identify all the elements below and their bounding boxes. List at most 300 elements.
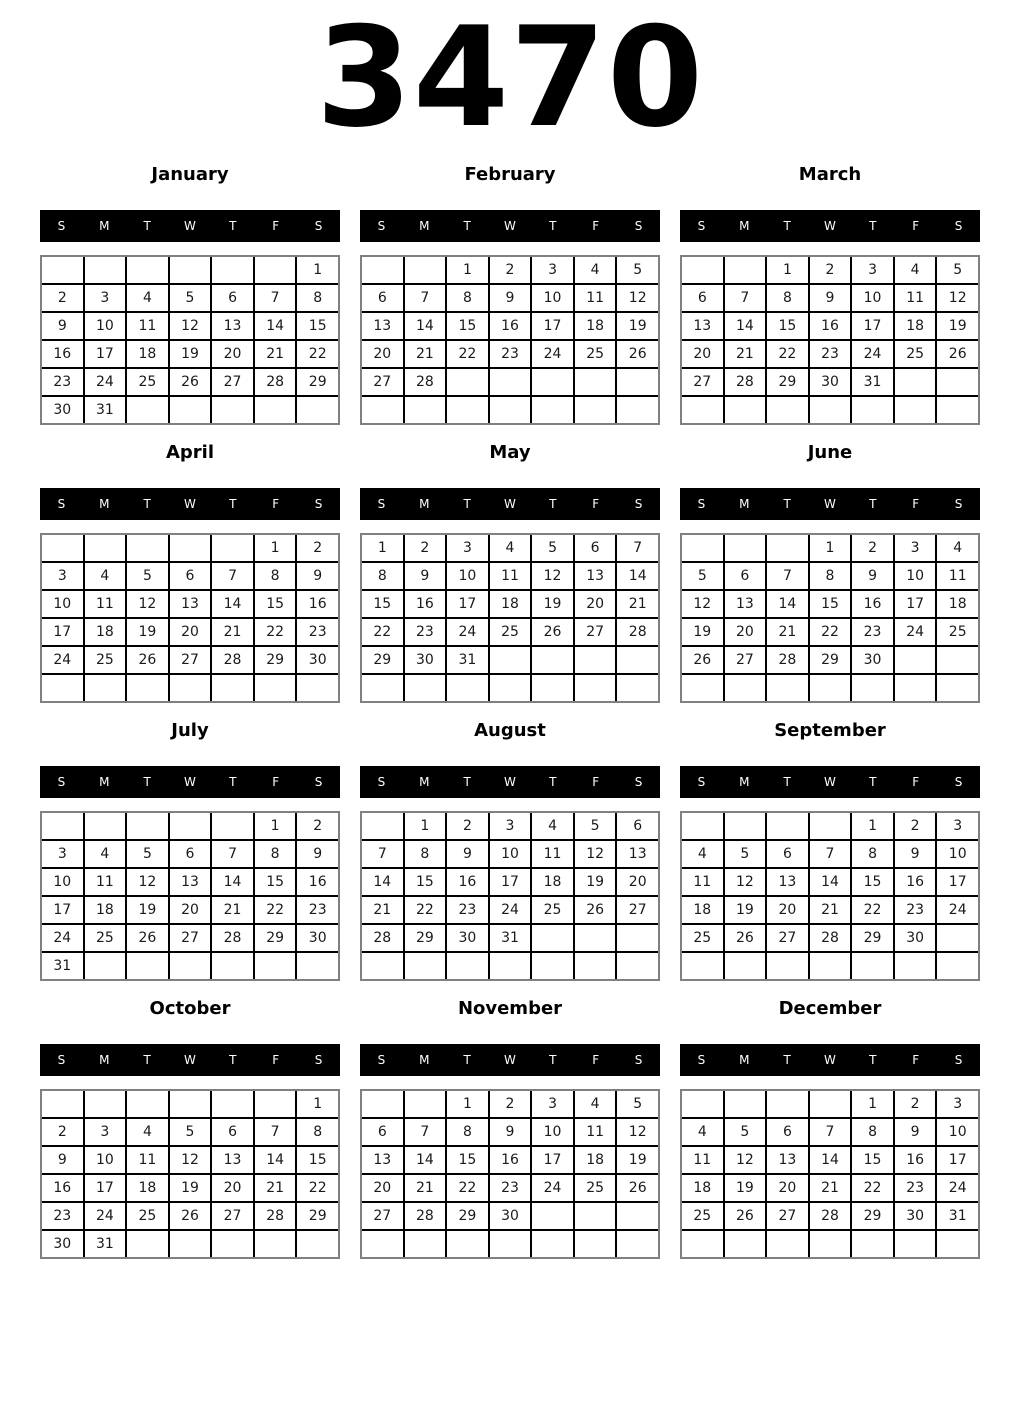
date-cell: 1: [297, 1091, 338, 1117]
date-cell: 24: [85, 369, 126, 395]
date-cell: 24: [532, 341, 573, 367]
date-cell: 17: [532, 1147, 573, 1173]
weekday-header-cell: M: [739, 1053, 750, 1067]
date-cell: 7: [810, 841, 851, 867]
date-cell-empty: [212, 1091, 253, 1117]
date-cell: 7: [810, 1119, 851, 1145]
date-cell: 18: [127, 1175, 168, 1201]
weekday-header-cell: W: [184, 497, 196, 511]
date-cell-empty: [362, 953, 403, 979]
date-cell: 16: [895, 869, 936, 895]
weekday-header-row: [40, 488, 340, 520]
weekday-header-cell: S: [314, 1053, 323, 1067]
weekday-header-cell: T: [549, 219, 557, 233]
weekday-header-row: [360, 766, 660, 798]
date-cell: 11: [127, 313, 168, 339]
date-cell: 9: [810, 285, 851, 311]
date-cell: 23: [447, 897, 488, 923]
date-cell: 16: [447, 869, 488, 895]
date-cell: 19: [170, 341, 211, 367]
date-cell: 13: [170, 869, 211, 895]
weekday-header-cell: T: [143, 1053, 151, 1067]
date-cell-empty: [617, 397, 658, 423]
date-cell-empty: [810, 813, 851, 839]
date-cell: 20: [362, 341, 403, 367]
weekday-header-cell: M: [99, 219, 110, 233]
date-cell-empty: [127, 813, 168, 839]
date-cell: 14: [810, 1147, 851, 1173]
date-cell-empty: [937, 953, 978, 979]
date-cell: 11: [85, 591, 126, 617]
date-cell: 2: [895, 813, 936, 839]
date-cell-empty: [682, 1231, 723, 1257]
date-cell: 13: [170, 591, 211, 617]
date-cell: 30: [490, 1203, 531, 1229]
date-cell-empty: [127, 1091, 168, 1117]
date-cell: 7: [617, 535, 658, 561]
date-cell: 21: [255, 1175, 296, 1201]
date-cell: 31: [852, 369, 893, 395]
weekday-header-cell: W: [184, 219, 196, 233]
date-cell-empty: [447, 1231, 488, 1257]
date-cell: 24: [532, 1175, 573, 1201]
date-cell: 5: [682, 563, 723, 589]
date-cell-empty: [810, 397, 851, 423]
date-cell: 22: [852, 897, 893, 923]
date-cell: 7: [212, 841, 253, 867]
date-cell-empty: [767, 535, 808, 561]
weekday-header-cell: W: [824, 1053, 836, 1067]
date-cell: 30: [42, 1231, 83, 1257]
date-cell: 19: [937, 313, 978, 339]
weekday-header-cell: W: [504, 219, 516, 233]
date-cell: 13: [575, 563, 616, 589]
date-cell: 17: [895, 591, 936, 617]
date-cell: 31: [937, 1203, 978, 1229]
date-cell-empty: [725, 1231, 766, 1257]
date-cell-empty: [575, 397, 616, 423]
weekday-header-cell: F: [272, 497, 280, 511]
weekday-header-cell: F: [272, 219, 280, 233]
date-cell: 28: [212, 647, 253, 673]
date-cell: 16: [42, 341, 83, 367]
date-cell-empty: [895, 647, 936, 673]
date-cell-empty: [85, 1091, 126, 1117]
date-cell-empty: [212, 953, 253, 979]
date-cell-empty: [447, 369, 488, 395]
date-cell-empty: [490, 397, 531, 423]
month-title: March: [798, 163, 862, 185]
date-cell: 27: [767, 925, 808, 951]
date-cell-empty: [127, 397, 168, 423]
date-cell: 16: [297, 869, 338, 895]
date-cell: 23: [852, 619, 893, 645]
month-section-january: [40, 155, 340, 425]
date-cell: 7: [255, 285, 296, 311]
date-cell: 30: [42, 397, 83, 423]
weekday-header-cell: W: [504, 775, 516, 789]
date-cell: 1: [447, 1091, 488, 1117]
date-cell: 29: [297, 1203, 338, 1229]
date-cell: 29: [255, 647, 296, 673]
month-section-june: [680, 433, 980, 703]
date-cell-empty: [170, 813, 211, 839]
date-cell: 1: [255, 813, 296, 839]
date-cell: 29: [255, 925, 296, 951]
date-cell: 12: [682, 591, 723, 617]
date-cell: 30: [810, 369, 851, 395]
date-cell: 14: [767, 591, 808, 617]
date-cell: 26: [617, 1175, 658, 1201]
date-cell: 15: [362, 591, 403, 617]
date-cell: 13: [767, 1147, 808, 1173]
date-cell-empty: [617, 369, 658, 395]
weekday-header-cell: S: [634, 775, 643, 789]
date-cell: 6: [617, 813, 658, 839]
date-cell-empty: [85, 675, 126, 701]
date-cell: 19: [617, 1147, 658, 1173]
month-section-march: [680, 155, 980, 425]
date-cell-empty: [810, 675, 851, 701]
weekday-header-cell: S: [697, 1053, 706, 1067]
date-cell-empty: [532, 953, 573, 979]
date-cell-empty: [42, 257, 83, 283]
weekday-header-row: [680, 488, 980, 520]
weekday-header-cell: M: [419, 219, 430, 233]
date-cell: 29: [297, 369, 338, 395]
date-cell: 6: [725, 563, 766, 589]
weekday-header-cell: S: [377, 775, 386, 789]
date-cell-empty: [405, 1091, 446, 1117]
weekday-header-cell: T: [463, 497, 471, 511]
weekday-header-cell: F: [592, 219, 600, 233]
date-cell: 27: [617, 897, 658, 923]
weekday-header-cell: S: [57, 775, 66, 789]
date-cell: 6: [682, 285, 723, 311]
date-cell: 15: [852, 869, 893, 895]
date-cell-empty: [490, 675, 531, 701]
weekday-header-cell: S: [954, 219, 963, 233]
date-cell-empty: [212, 397, 253, 423]
date-cell: 10: [532, 1119, 573, 1145]
date-cell: 30: [447, 925, 488, 951]
date-cell-empty: [297, 397, 338, 423]
date-cell: 18: [575, 1147, 616, 1173]
date-cell: 14: [212, 591, 253, 617]
date-cell-empty: [127, 535, 168, 561]
date-cell: 20: [617, 869, 658, 895]
date-cell-empty: [895, 369, 936, 395]
date-cell-empty: [170, 1231, 211, 1257]
date-cell-empty: [490, 369, 531, 395]
date-cell: 19: [127, 619, 168, 645]
month-section-august: [360, 711, 660, 981]
date-cell-empty: [852, 397, 893, 423]
date-cell: 27: [362, 369, 403, 395]
weekday-header-cell: T: [229, 1053, 237, 1067]
date-cell: 25: [682, 1203, 723, 1229]
date-cell: 7: [767, 563, 808, 589]
date-cell: 25: [937, 619, 978, 645]
date-cell: 11: [575, 285, 616, 311]
month-title: June: [807, 441, 853, 463]
date-cell: 22: [255, 897, 296, 923]
date-cell: 19: [725, 897, 766, 923]
date-cell-empty: [895, 1231, 936, 1257]
date-cell: 2: [447, 813, 488, 839]
date-cell-empty: [85, 813, 126, 839]
date-cell: 29: [405, 925, 446, 951]
date-cell-empty: [127, 1231, 168, 1257]
weekday-header-cell: M: [419, 497, 430, 511]
date-grid: [680, 811, 980, 981]
date-cell: 24: [895, 619, 936, 645]
date-cell-empty: [42, 813, 83, 839]
date-cell: 24: [852, 341, 893, 367]
date-cell: 28: [255, 369, 296, 395]
month-title: December: [778, 997, 882, 1019]
date-cell: 8: [852, 841, 893, 867]
date-cell: 29: [852, 1203, 893, 1229]
date-cell: 4: [937, 535, 978, 561]
month-title: May: [489, 441, 531, 463]
date-cell: 17: [937, 869, 978, 895]
date-cell: 31: [85, 1231, 126, 1257]
date-cell: 11: [682, 869, 723, 895]
month-section-april: [40, 433, 340, 703]
date-cell: 11: [532, 841, 573, 867]
date-grid: [40, 1089, 340, 1259]
month-section-october: [40, 989, 340, 1259]
date-cell: 9: [895, 841, 936, 867]
weekday-header-cell: T: [143, 497, 151, 511]
date-cell: 18: [575, 313, 616, 339]
date-cell-empty: [767, 813, 808, 839]
date-cell: 23: [810, 341, 851, 367]
weekday-header-cell: T: [783, 219, 791, 233]
date-cell: 30: [852, 647, 893, 673]
weekday-header-cell: T: [549, 775, 557, 789]
date-cell-empty: [575, 1231, 616, 1257]
date-cell: 27: [725, 647, 766, 673]
date-cell: 27: [362, 1203, 403, 1229]
date-cell: 8: [405, 841, 446, 867]
weekday-header-cell: S: [954, 775, 963, 789]
date-cell: 16: [490, 1147, 531, 1173]
date-cell-empty: [255, 397, 296, 423]
date-cell: 21: [405, 341, 446, 367]
date-cell: 7: [255, 1119, 296, 1145]
date-cell: 1: [852, 813, 893, 839]
date-cell: 1: [297, 257, 338, 283]
date-cell: 24: [42, 925, 83, 951]
date-cell: 14: [362, 869, 403, 895]
date-cell: 15: [405, 869, 446, 895]
date-cell: 14: [405, 1147, 446, 1173]
weekday-header-row: [40, 210, 340, 242]
date-cell: 6: [170, 841, 211, 867]
date-cell: 18: [937, 591, 978, 617]
date-cell: 28: [617, 619, 658, 645]
date-cell-empty: [725, 257, 766, 283]
date-cell-empty: [767, 1091, 808, 1117]
date-cell: 20: [212, 1175, 253, 1201]
date-cell: 31: [490, 925, 531, 951]
date-cell-empty: [362, 1091, 403, 1117]
date-cell: 1: [362, 535, 403, 561]
date-cell-empty: [85, 535, 126, 561]
date-cell: 24: [85, 1203, 126, 1229]
date-cell: 17: [42, 619, 83, 645]
date-cell: 20: [725, 619, 766, 645]
date-cell: 23: [895, 1175, 936, 1201]
date-cell: 20: [362, 1175, 403, 1201]
weekday-header-cell: T: [783, 1053, 791, 1067]
weekday-header-cell: T: [549, 497, 557, 511]
weekday-header-cell: M: [739, 497, 750, 511]
date-cell: 5: [127, 563, 168, 589]
weekday-header-cell: F: [592, 775, 600, 789]
date-cell-empty: [85, 953, 126, 979]
date-cell: 14: [725, 313, 766, 339]
date-cell: 28: [405, 1203, 446, 1229]
weekday-header-cell: W: [184, 775, 196, 789]
date-cell: 19: [127, 897, 168, 923]
date-cell: 13: [362, 313, 403, 339]
weekday-header-cell: T: [229, 219, 237, 233]
date-cell: 5: [725, 1119, 766, 1145]
date-cell: 21: [617, 591, 658, 617]
date-cell: 10: [937, 1119, 978, 1145]
date-cell: 18: [682, 1175, 723, 1201]
date-cell: 3: [490, 813, 531, 839]
date-cell: 5: [725, 841, 766, 867]
date-cell: 9: [490, 1119, 531, 1145]
date-cell: 26: [127, 925, 168, 951]
date-cell: 26: [617, 341, 658, 367]
date-cell: 19: [725, 1175, 766, 1201]
date-cell: 27: [212, 1203, 253, 1229]
weekday-header-cell: S: [377, 1053, 386, 1067]
date-cell: 23: [297, 897, 338, 923]
date-cell: 9: [42, 313, 83, 339]
date-cell-empty: [852, 675, 893, 701]
weekday-header-cell: F: [272, 1053, 280, 1067]
date-cell-empty: [490, 1231, 531, 1257]
date-cell: 26: [170, 1203, 211, 1229]
date-cell: 21: [767, 619, 808, 645]
date-cell: 31: [42, 953, 83, 979]
weekday-header-cell: S: [634, 497, 643, 511]
weekday-header-cell: W: [184, 1053, 196, 1067]
month-title: April: [165, 441, 215, 463]
date-cell-empty: [532, 1231, 573, 1257]
date-cell: 7: [405, 1119, 446, 1145]
date-cell: 24: [937, 1175, 978, 1201]
date-cell: 29: [447, 1203, 488, 1229]
weekday-header-cell: S: [634, 1053, 643, 1067]
weekday-header-cell: S: [954, 1053, 963, 1067]
date-cell: 27: [170, 647, 211, 673]
date-cell: 2: [42, 1119, 83, 1145]
date-cell-empty: [447, 397, 488, 423]
date-cell: 23: [42, 1203, 83, 1229]
date-cell: 2: [852, 535, 893, 561]
date-cell: 9: [852, 563, 893, 589]
month-title: January: [151, 163, 229, 185]
date-cell: 16: [297, 591, 338, 617]
weekday-header-cell: S: [57, 219, 66, 233]
weekday-header-cell: T: [869, 775, 877, 789]
date-grid: [40, 255, 340, 425]
date-cell-empty: [810, 953, 851, 979]
date-grid: [40, 533, 340, 703]
date-cell-empty: [575, 369, 616, 395]
weekday-header-cell: M: [739, 775, 750, 789]
weekday-header-cell: F: [912, 497, 920, 511]
date-cell: 15: [852, 1147, 893, 1173]
date-cell: 26: [127, 647, 168, 673]
date-cell: 2: [297, 535, 338, 561]
date-cell: 12: [127, 591, 168, 617]
date-cell-empty: [937, 1231, 978, 1257]
date-cell: 15: [767, 313, 808, 339]
date-cell: 18: [490, 591, 531, 617]
month-title: October: [149, 997, 231, 1019]
date-cell: 13: [212, 1147, 253, 1173]
date-cell: 20: [575, 591, 616, 617]
date-cell-empty: [617, 953, 658, 979]
date-cell: 6: [212, 1119, 253, 1145]
date-cell: 31: [85, 397, 126, 423]
date-cell: 15: [255, 591, 296, 617]
date-cell: 24: [42, 647, 83, 673]
date-cell: 21: [255, 341, 296, 367]
date-cell: 2: [42, 285, 83, 311]
date-cell-empty: [297, 1231, 338, 1257]
date-grid: [680, 255, 980, 425]
date-cell-empty: [767, 1231, 808, 1257]
date-cell-empty: [682, 953, 723, 979]
date-cell: 6: [212, 285, 253, 311]
date-cell: 23: [297, 619, 338, 645]
date-cell-empty: [255, 953, 296, 979]
weekday-header-cell: W: [824, 497, 836, 511]
date-cell-empty: [212, 535, 253, 561]
date-grid: [360, 255, 660, 425]
date-cell-empty: [617, 925, 658, 951]
date-cell: 4: [532, 813, 573, 839]
date-cell: 8: [447, 1119, 488, 1145]
date-cell: 9: [405, 563, 446, 589]
date-cell: 23: [895, 897, 936, 923]
date-cell: 5: [617, 1091, 658, 1117]
date-cell: 2: [490, 257, 531, 283]
weekday-header-cell: T: [229, 497, 237, 511]
date-cell: 4: [127, 285, 168, 311]
date-cell: 4: [575, 257, 616, 283]
date-cell-empty: [532, 397, 573, 423]
date-cell: 12: [127, 869, 168, 895]
date-cell: 16: [490, 313, 531, 339]
date-cell-empty: [682, 675, 723, 701]
date-cell-empty: [937, 369, 978, 395]
weekday-header-cell: S: [697, 775, 706, 789]
date-cell-empty: [127, 675, 168, 701]
date-cell-empty: [362, 397, 403, 423]
date-cell-empty: [532, 925, 573, 951]
date-cell-empty: [852, 1231, 893, 1257]
